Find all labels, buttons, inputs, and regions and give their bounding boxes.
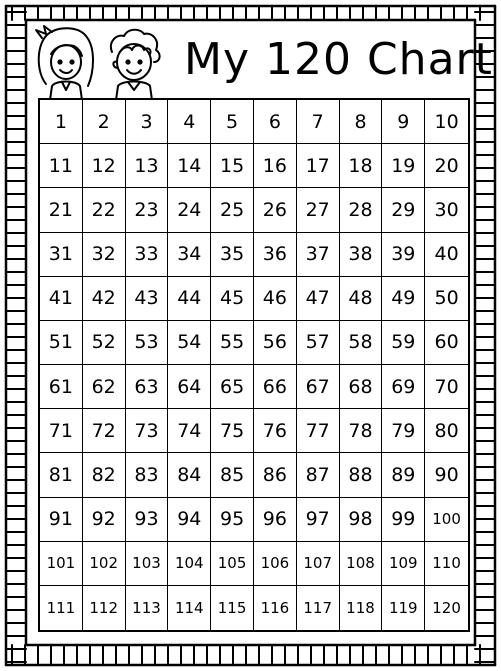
grid-cell: 28 xyxy=(340,188,383,232)
grid-cell: 106 xyxy=(254,542,297,586)
grid-cell: 107 xyxy=(297,542,340,586)
grid-cell: 57 xyxy=(297,321,340,365)
grid-cell: 10 xyxy=(425,100,468,144)
grid-cell: 31 xyxy=(40,233,83,277)
grid-cell: 83 xyxy=(126,453,169,497)
grid-cell: 53 xyxy=(126,321,169,365)
grid-cell: 97 xyxy=(297,498,340,542)
grid-cell: 54 xyxy=(168,321,211,365)
grid-cell: 79 xyxy=(382,409,425,453)
grid-cell: 40 xyxy=(425,233,468,277)
grid-cell: 35 xyxy=(211,233,254,277)
grid-cell: 82 xyxy=(83,453,126,497)
grid-cell: 34 xyxy=(168,233,211,277)
grid-cell: 11 xyxy=(40,144,83,188)
grid-cell: 6 xyxy=(254,100,297,144)
grid-cell: 43 xyxy=(126,277,169,321)
grid-cell: 120 xyxy=(432,598,461,617)
grid-cell: 55 xyxy=(211,321,254,365)
grid-cell: 86 xyxy=(254,453,297,497)
grid-cell: 65 xyxy=(211,365,254,409)
grid-cell: 48 xyxy=(340,277,383,321)
grid-cell: 17 xyxy=(297,144,340,188)
grid-cell: 77 xyxy=(297,409,340,453)
grid-cell: 113 xyxy=(126,586,169,630)
grid-cell: 103 xyxy=(126,542,169,586)
grid-cell: 72 xyxy=(83,409,126,453)
grid-cell: 76 xyxy=(254,409,297,453)
number-grid xyxy=(38,98,470,632)
grid-cell: 63 xyxy=(126,365,169,409)
grid-cell: 36 xyxy=(254,233,297,277)
grid-cell: 67 xyxy=(297,365,340,409)
page-title: My 120 Chart xyxy=(184,34,493,85)
grid-cell: 66 xyxy=(254,365,297,409)
grid-cell: 41 xyxy=(40,277,83,321)
grid-cell: 117 xyxy=(297,586,340,630)
grid-cell: 19 xyxy=(382,144,425,188)
grid-cell: 111 xyxy=(40,586,83,630)
grid-cell: 75 xyxy=(211,409,254,453)
grid-cell: 80 xyxy=(425,409,468,453)
grid-cell: 96 xyxy=(254,498,297,542)
grid-cell: 94 xyxy=(168,498,211,542)
grid-cell: 27 xyxy=(297,188,340,232)
grid-cell: 32 xyxy=(83,233,126,277)
grid-cell: 112 xyxy=(83,586,126,630)
grid-cell: 116 xyxy=(254,586,297,630)
grid-cell: 7 xyxy=(297,100,340,144)
grid-cell: 68 xyxy=(340,365,383,409)
grid-cell: 58 xyxy=(340,321,383,365)
grid-cell: 108 xyxy=(340,542,383,586)
grid-cell: 3 xyxy=(126,100,169,144)
grid-cell: 2 xyxy=(83,100,126,144)
grid-cell: 104 xyxy=(168,542,211,586)
grid-cell: 74 xyxy=(168,409,211,453)
grid-cell: 91 xyxy=(40,498,83,542)
grid-cell: 18 xyxy=(340,144,383,188)
grid-cell: 26 xyxy=(254,188,297,232)
grid-cell: 64 xyxy=(168,365,211,409)
grid-cell: 29 xyxy=(382,188,425,232)
grid-cell: 81 xyxy=(40,453,83,497)
grid-cell: 92 xyxy=(83,498,126,542)
grid-cell: 16 xyxy=(254,144,297,188)
grid-cell: 42 xyxy=(83,277,126,321)
grid-cell: 30 xyxy=(425,188,468,232)
grid-cell: 61 xyxy=(40,365,83,409)
grid-cell: 46 xyxy=(254,277,297,321)
grid-cell: 88 xyxy=(340,453,383,497)
grid-cell: 89 xyxy=(382,453,425,497)
grid-cell: 39 xyxy=(382,233,425,277)
grid-cell: 105 xyxy=(211,542,254,586)
grid-cell: 78 xyxy=(340,409,383,453)
grid-cell: 62 xyxy=(83,365,126,409)
grid-cell: 59 xyxy=(382,321,425,365)
grid-cell: 12 xyxy=(83,144,126,188)
grid-cell: 1 xyxy=(40,100,83,144)
grid-cell: 85 xyxy=(211,453,254,497)
grid-cell: 22 xyxy=(83,188,126,232)
grid-cell: 56 xyxy=(254,321,297,365)
grid-cell: 21 xyxy=(40,188,83,232)
grid-cell: 95 xyxy=(211,498,254,542)
grid-cell: 14 xyxy=(168,144,211,188)
grid-cell: 5 xyxy=(211,100,254,144)
grid-cell: 109 xyxy=(382,542,425,586)
grid-cell: 50 xyxy=(425,277,468,321)
grid-cell: 70 xyxy=(425,365,468,409)
grid-cell: 84 xyxy=(168,453,211,497)
grid-cell: 45 xyxy=(211,277,254,321)
grid-cell: 25 xyxy=(211,188,254,232)
grid-cell: 13 xyxy=(126,144,169,188)
grid-cell: 51 xyxy=(40,321,83,365)
two-kids-icon xyxy=(32,24,172,100)
grid-cell: 38 xyxy=(340,233,383,277)
grid-cell: 101 xyxy=(40,542,83,586)
grid-cell: 114 xyxy=(168,586,211,630)
grid-cell: 4 xyxy=(168,100,211,144)
grid-cell: 23 xyxy=(126,188,169,232)
grid-cell: 44 xyxy=(168,277,211,321)
grid-cell: 87 xyxy=(297,453,340,497)
grid-cell: 118 xyxy=(340,586,383,630)
grid-cell: 73 xyxy=(126,409,169,453)
grid-cell: 20 xyxy=(425,144,468,188)
grid-cell: 110 xyxy=(425,542,468,586)
grid-cell: 52 xyxy=(83,321,126,365)
grid-cell: 15 xyxy=(211,144,254,188)
grid-cell: 60 xyxy=(425,321,468,365)
grid-cell: 69 xyxy=(382,365,425,409)
grid-cell: 93 xyxy=(126,498,169,542)
grid-cell: 90 xyxy=(425,453,468,497)
grid-cell: 115 xyxy=(211,586,254,630)
grid-cell: 8 xyxy=(340,100,383,144)
grid-cell: 100 xyxy=(425,498,468,542)
grid-cell: 71 xyxy=(40,409,83,453)
grid-cell: 98 xyxy=(340,498,383,542)
grid-cell: 24 xyxy=(168,188,211,232)
grid-cell: 47 xyxy=(297,277,340,321)
grid-cell: 33 xyxy=(126,233,169,277)
grid-cell: 37 xyxy=(297,233,340,277)
grid-cell: 99 xyxy=(382,498,425,542)
grid-cell: 9 xyxy=(382,100,425,144)
grid-cell: 119 xyxy=(382,586,425,630)
grid-cell: 102 xyxy=(83,542,126,586)
grid-cell: 49 xyxy=(382,277,425,321)
